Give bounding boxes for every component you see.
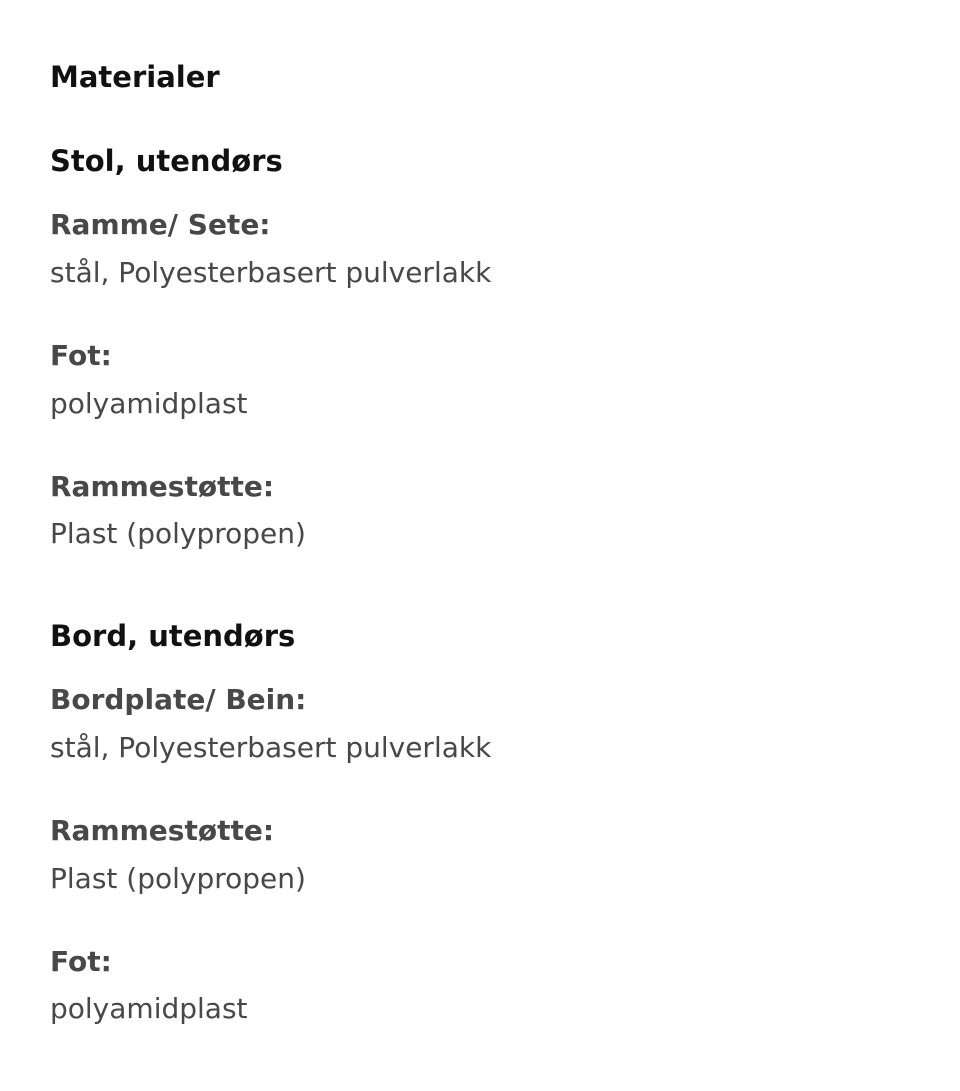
material-label: Rammestøtte:: [50, 470, 275, 503]
section-title-chair: Stol, utendørs: [50, 144, 283, 178]
page-title: Materialer: [50, 60, 220, 94]
material-label: Fot:: [50, 945, 112, 978]
material-label: Fot:: [50, 339, 112, 372]
material-label: Bordplate/ Bein:: [50, 683, 307, 716]
material-value: polyamidplast: [50, 992, 248, 1025]
material-value: stål, Polyesterbasert pulverlakk: [50, 256, 492, 289]
section-title-table: Bord, utendørs: [50, 619, 296, 653]
material-value: Plast (polypropen): [50, 517, 306, 550]
material-label: Ramme/ Sete:: [50, 208, 271, 241]
material-value: Plast (polypropen): [50, 862, 306, 895]
material-value: polyamidplast: [50, 387, 248, 420]
material-value: stål, Polyesterbasert pulverlakk: [50, 731, 492, 764]
material-label: Rammestøtte:: [50, 814, 275, 847]
